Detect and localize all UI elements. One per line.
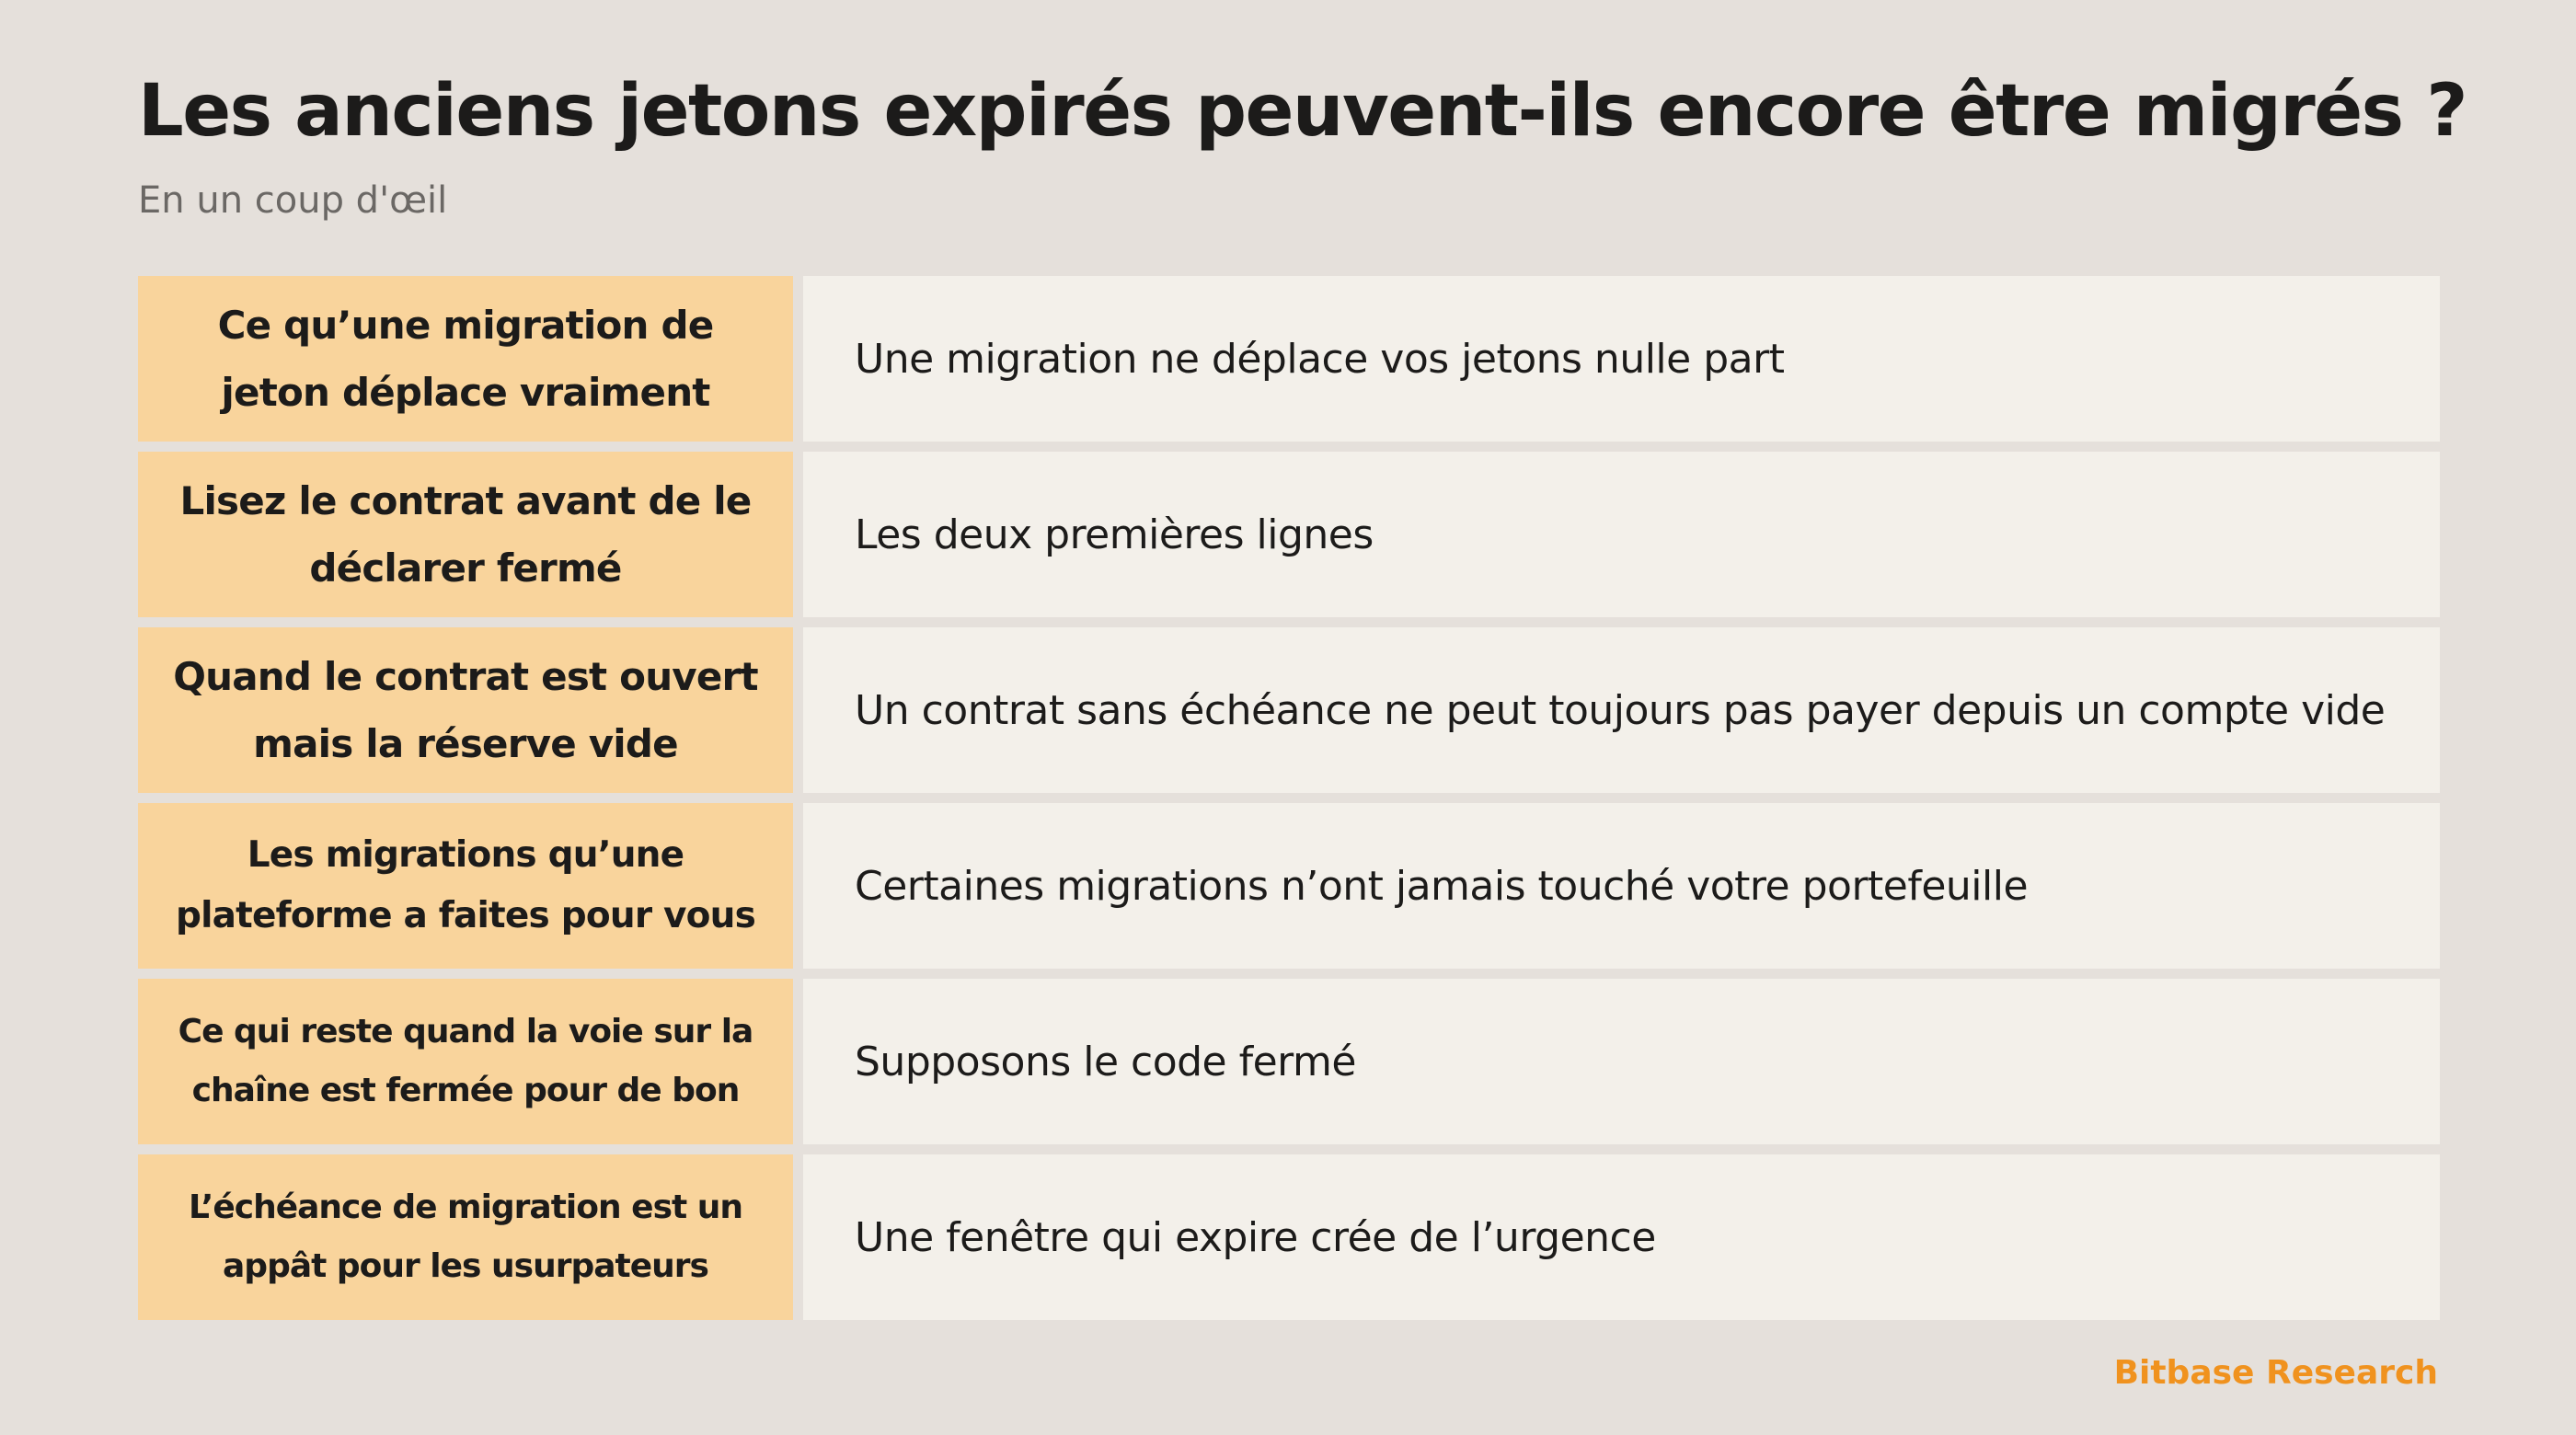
row-value: Un contrat sans échéance ne peut toujours pas payer depuis un compte vide bbox=[855, 686, 2386, 734]
summary-table bbox=[138, 276, 2440, 1320]
row-value: Une migration ne déplace vos jetons nulle part bbox=[855, 335, 1785, 383]
page-subtitle: En un coup d'œil bbox=[138, 179, 448, 222]
row-value-cell bbox=[803, 627, 2440, 793]
row-label-cell bbox=[138, 1154, 793, 1320]
row-value-cell bbox=[803, 803, 2440, 969]
row-value: Les deux premières lignes bbox=[855, 511, 1374, 558]
row-value-cell bbox=[803, 276, 2440, 442]
row-label: L’échéance de migration est un appât pour les usurpateurs bbox=[188, 1188, 743, 1285]
table-row bbox=[138, 803, 2440, 969]
table-row bbox=[138, 1154, 2440, 1320]
row-label: Les migrations qu’une plateforme a faites pour vous bbox=[175, 834, 756, 936]
row-label: Quand le contrat est ouvert mais la réserve vide bbox=[173, 654, 758, 766]
table-row bbox=[138, 452, 2440, 617]
page-title: Les anciens jetons expirés peuvent-ils encore être migrés ? bbox=[138, 70, 2467, 153]
table-row bbox=[138, 979, 2440, 1144]
row-label-cell bbox=[138, 452, 793, 617]
row-value: Supposons le code fermé bbox=[855, 1038, 1356, 1085]
row-value-cell bbox=[803, 979, 2440, 1144]
row-label-cell bbox=[138, 276, 793, 442]
row-value-cell bbox=[803, 1154, 2440, 1320]
row-value: Une fenêtre qui expire crée de l’urgence bbox=[855, 1213, 1656, 1261]
row-label: Lisez le contrat avant de le déclarer fermé bbox=[179, 478, 752, 591]
row-value: Certaines migrations n’ont jamais touché votre portefeuille bbox=[855, 862, 2029, 910]
table-row bbox=[138, 276, 2440, 442]
row-value-cell bbox=[803, 452, 2440, 617]
brand-footer: Bitbase Research bbox=[2113, 1354, 2438, 1392]
row-label-cell bbox=[138, 627, 793, 793]
table-row bbox=[138, 627, 2440, 793]
row-label-cell bbox=[138, 803, 793, 969]
row-label-cell bbox=[138, 979, 793, 1144]
row-label: Ce qu’une migration de jeton déplace vraiment bbox=[217, 303, 714, 415]
row-label: Ce qui reste quand la voie sur la chaîne est fermée pour de bon bbox=[178, 1013, 753, 1109]
